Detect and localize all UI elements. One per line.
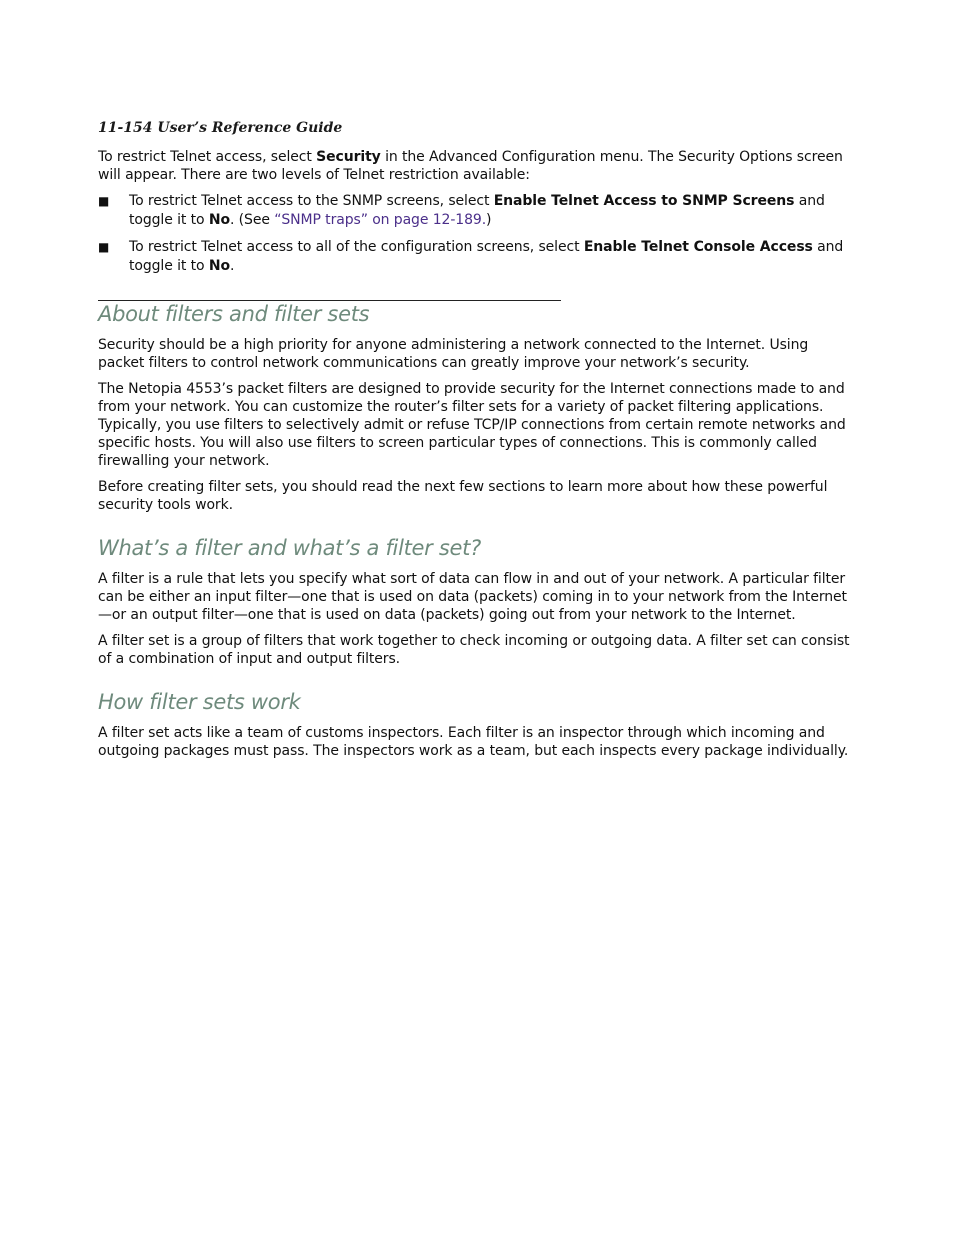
- body-paragraph: A filter set is a group of filters that work together to check incoming or outgoing data. A filter set can consist of a combination of input and output filters.: [98, 633, 850, 667]
- body-paragraph: A filter set acts like a team of customs inspectors. Each filter is an inspector through which incoming and outgoing packages must pass. The inspectors work as a team, but each inspects every package individually.: [98, 725, 849, 759]
- list-item: ■ To restrict Telnet access to the SNMP screens, select Enable Telnet Access to SNMP Screens and toggle it to No. (See “SNMP traps” on page 12-189.): [98, 193, 825, 228]
- body-paragraph: Security should be a high priority for anyone administering a network connected to the Internet. Using packet filters to control network communications can greatly improve your network’s security.: [98, 337, 809, 371]
- snmp-traps-link[interactable]: “SNMP traps” on page 12-189.: [274, 212, 487, 228]
- list-item: ■ To restrict Telnet access to all of the configuration screens, select Enable Telnet Console Access and toggle it to No.: [98, 239, 844, 274]
- body-paragraph: The Netopia 4553’s packet filters are designed to provide security for the Internet connections made to and from your network. You can customize the router’s filter sets for a variety of packet filtering applications. Typically, you use filters to selectively admit or refuse TCP/IP connections from certain remote networks and specific hosts. You will also use filters to screen particular types of connections. This is commonly called firewalling your network.: [98, 381, 846, 469]
- body-paragraph: A filter is a rule that lets you specify what sort of data can flow in and out of your network. A particular filter can be either an input filter—one that is used on data (packets) coming in to your network from the Internet—or an output filter—one that is used on data (packets) going out from your network to the Internet.: [98, 571, 847, 623]
- section-heading: How filter sets work: [98, 690, 301, 714]
- telnet-restriction-list: [98, 192, 858, 276]
- square-bullet-icon: ■: [98, 194, 110, 208]
- body-paragraph: Before creating filter sets, you should read the next few sections to learn more about how these powerful security tools work.: [98, 479, 828, 513]
- document-page: [98, 118, 858, 768]
- running-head: 11-154 User’s Reference Guide: [98, 120, 343, 136]
- intro-paragraph: To restrict Telnet access, select Security in the Advanced Configuration menu. The Security Options screen will appear. There are two levels of Telnet restriction available:: [98, 149, 843, 183]
- square-bullet-icon: ■: [98, 240, 110, 254]
- security-menu-term: Security: [316, 149, 381, 165]
- section-heading: What’s a filter and what’s a filter set?: [98, 536, 481, 560]
- section-heading: About filters and filter sets: [98, 302, 370, 326]
